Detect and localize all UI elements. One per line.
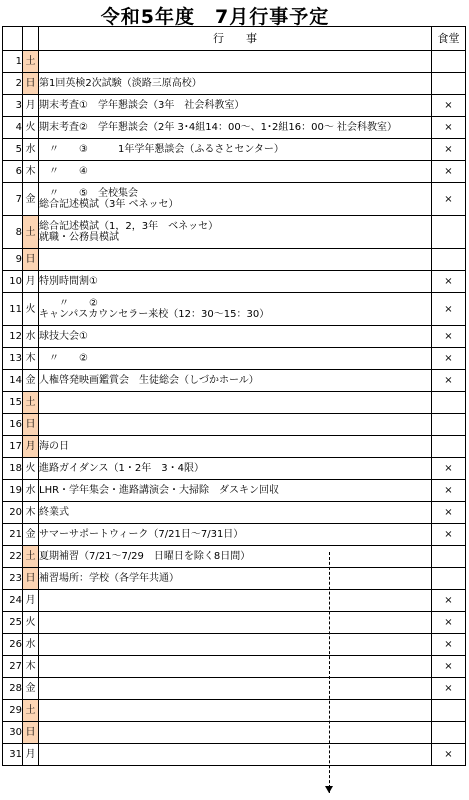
schedule-row [3,722,466,744]
cafeteria-mark: × [432,326,466,348]
day-number: 24 [3,590,23,612]
cafeteria-mark: × [432,161,466,183]
day-of-week: 月 [23,590,39,612]
day-of-week: 月 [23,95,39,117]
schedule-row [3,117,466,139]
day-number: 27 [3,656,23,678]
event-cell [39,161,432,183]
event-text: 第1回英検2次試験（淡路三原高校） [39,78,202,89]
day-of-week: 火 [23,612,39,634]
event-text: 就職・公務員模試 [39,232,119,243]
schedule-row [3,249,466,271]
event-cell [39,73,432,95]
event-text: 総合記述模試（1，2，3年 ベネッセ） [39,221,219,232]
day-number: 4 [3,117,23,139]
day-of-week: 金 [23,678,39,700]
arrow-down-icon [325,786,333,793]
cafeteria-mark: × [432,139,466,161]
schedule-row [3,502,466,524]
event-cell [39,348,432,370]
event-text: 総合記述模試（3年 ベネッセ） [39,199,179,210]
event-cell [39,568,432,590]
schedule-row [3,436,466,458]
schedule-row [3,568,466,590]
cafeteria-mark: × [432,271,466,293]
event-cell [39,480,432,502]
event-text: 〃 ② [39,353,88,364]
schedule-row [3,678,466,700]
day-of-week: 日 [23,249,39,271]
day-of-week: 日 [23,568,39,590]
cafeteria-mark [432,700,466,722]
event-text: 期末考査① 学年懇談会（3年 社会科教室） [39,100,245,111]
schedule-row [3,656,466,678]
cafeteria-mark [432,414,466,436]
cafeteria-mark: × [432,370,466,392]
event-text: 海の日 [39,441,69,452]
cafeteria-mark [432,249,466,271]
day-number: 20 [3,502,23,524]
event-text: 補習場所：学校（各学年共通） [39,573,179,584]
event-cell [39,722,432,744]
day-number: 15 [3,392,23,414]
day-number: 9 [3,249,23,271]
day-number: 10 [3,271,23,293]
event-text: 〃 ④ [39,166,88,177]
event-cell [39,590,432,612]
schedule-row [3,216,466,249]
day-number: 26 [3,634,23,656]
event-cell [39,117,432,139]
cafeteria-mark [432,73,466,95]
schedule-row [3,480,466,502]
event-cell [39,634,432,656]
event-text: 〃 ⑤ 全校集会 [39,188,138,199]
day-number: 21 [3,524,23,546]
day-of-week: 土 [23,546,39,568]
event-cell [39,293,432,326]
day-number: 14 [3,370,23,392]
day-of-week: 土 [23,392,39,414]
cafeteria-mark [432,568,466,590]
event-cell [39,249,432,271]
schedule-table [2,26,466,766]
day-of-week: 土 [23,700,39,722]
header-event: 行 事 [39,27,432,51]
day-number: 8 [3,216,23,249]
schedule-row [3,414,466,436]
day-of-week: 金 [23,183,39,216]
event-cell [39,95,432,117]
schedule-row [3,348,466,370]
day-of-week: 金 [23,524,39,546]
day-number: 5 [3,139,23,161]
event-text: 〃 ③ 1年学年懇談会（ふるさとセンター） [39,144,284,155]
day-of-week: 日 [23,414,39,436]
cafeteria-mark: × [432,612,466,634]
day-number: 1 [3,51,23,73]
header-dow [23,27,39,51]
schedule-row [3,73,466,95]
event-text: LHR・学年集会・進路講演会・大掃除 ダスキン回収 [39,485,279,496]
day-number: 6 [3,161,23,183]
day-number: 3 [3,95,23,117]
cafeteria-mark: × [432,634,466,656]
event-cell [39,744,432,766]
schedule-row [3,634,466,656]
event-text: サマーサポートウィーク（7/21日～7/31日） [39,529,244,540]
event-cell [39,700,432,722]
day-of-week: 水 [23,480,39,502]
day-number: 17 [3,436,23,458]
schedule-row [3,183,466,216]
schedule-row [3,51,466,73]
day-number: 31 [3,744,23,766]
event-cell [39,216,432,249]
day-of-week: 木 [23,656,39,678]
day-number: 13 [3,348,23,370]
day-of-week: 木 [23,348,39,370]
cafeteria-mark [432,436,466,458]
day-number: 30 [3,722,23,744]
page-title: 令和5年度 7月行事予定 [100,6,330,28]
schedule-row [3,546,466,568]
event-cell [39,370,432,392]
event-text: 夏期補習（7/21～7/29 日曜日を除く8日間） [39,551,251,562]
day-number: 2 [3,73,23,95]
cafeteria-mark: × [432,348,466,370]
schedule-row [3,524,466,546]
cafeteria-mark [432,722,466,744]
event-cell [39,656,432,678]
day-of-week: 木 [23,502,39,524]
day-of-week: 日 [23,722,39,744]
cafeteria-mark [432,546,466,568]
event-cell [39,436,432,458]
event-cell [39,414,432,436]
day-number: 16 [3,414,23,436]
schedule-row [3,139,466,161]
cafeteria-mark: × [432,183,466,216]
cafeteria-mark: × [432,117,466,139]
event-cell [39,524,432,546]
schedule-row [3,370,466,392]
day-number: 23 [3,568,23,590]
event-text: 期末考査② 学年懇談会（2年 3･4組14：00～、1･2組16：00～ 社会科教室） [39,122,398,133]
cafeteria-mark: × [432,656,466,678]
schedule-row [3,612,466,634]
schedule-row [3,293,466,326]
cafeteria-mark: × [432,590,466,612]
day-number: 12 [3,326,23,348]
cafeteria-mark: × [432,502,466,524]
day-of-week: 土 [23,51,39,73]
cafeteria-mark: × [432,458,466,480]
schedule-row [3,458,466,480]
day-number: 28 [3,678,23,700]
event-text: 特別時間割① [39,276,98,287]
cafeteria-mark [432,392,466,414]
schedule-row [3,95,466,117]
schedule-row [3,271,466,293]
event-cell [39,183,432,216]
cafeteria-mark: × [432,678,466,700]
schedule-row [3,744,466,766]
event-text: 終業式 [39,507,69,518]
day-number: 29 [3,700,23,722]
dashed-arrow-line [329,552,330,793]
day-number: 7 [3,183,23,216]
cafeteria-mark [432,51,466,73]
header-day [3,27,23,51]
event-text: 進路ガイダンス（1・2年 3・4限） [39,463,204,474]
day-of-week: 木 [23,161,39,183]
day-of-week: 火 [23,117,39,139]
event-text: 人権啓発映画鑑賞会 生徒総会（しづかホール） [39,375,259,386]
day-of-week: 水 [23,634,39,656]
event-cell [39,392,432,414]
day-of-week: 火 [23,458,39,480]
event-text: 球技大会① [39,331,88,342]
day-of-week: 水 [23,139,39,161]
day-number: 19 [3,480,23,502]
cafeteria-mark: × [432,524,466,546]
day-number: 11 [3,293,23,326]
header-row [3,27,466,51]
event-cell [39,612,432,634]
day-of-week: 日 [23,73,39,95]
schedule-row [3,161,466,183]
day-of-week: 金 [23,370,39,392]
schedule-row [3,392,466,414]
cafeteria-mark [432,216,466,249]
schedule-row [3,326,466,348]
day-of-week: 月 [23,436,39,458]
cafeteria-mark: × [432,744,466,766]
day-of-week: 土 [23,216,39,249]
day-of-week: 月 [23,744,39,766]
event-cell [39,502,432,524]
event-cell [39,678,432,700]
event-text: キャンパスカウンセラー来校（12：30～15：30） [39,309,270,320]
schedule-row [3,590,466,612]
event-text: 〃 ② [39,298,98,309]
event-cell [39,458,432,480]
header-cafeteria: 食堂 [432,27,466,51]
day-number: 25 [3,612,23,634]
event-cell [39,326,432,348]
cafeteria-mark: × [432,95,466,117]
day-of-week: 月 [23,271,39,293]
schedule-row [3,700,466,722]
day-of-week: 水 [23,326,39,348]
event-cell [39,139,432,161]
day-of-week: 火 [23,293,39,326]
cafeteria-mark: × [432,293,466,326]
event-cell [39,546,432,568]
schedule-body [3,51,466,766]
event-cell [39,271,432,293]
cafeteria-mark: × [432,480,466,502]
event-cell [39,51,432,73]
day-number: 22 [3,546,23,568]
day-number: 18 [3,458,23,480]
